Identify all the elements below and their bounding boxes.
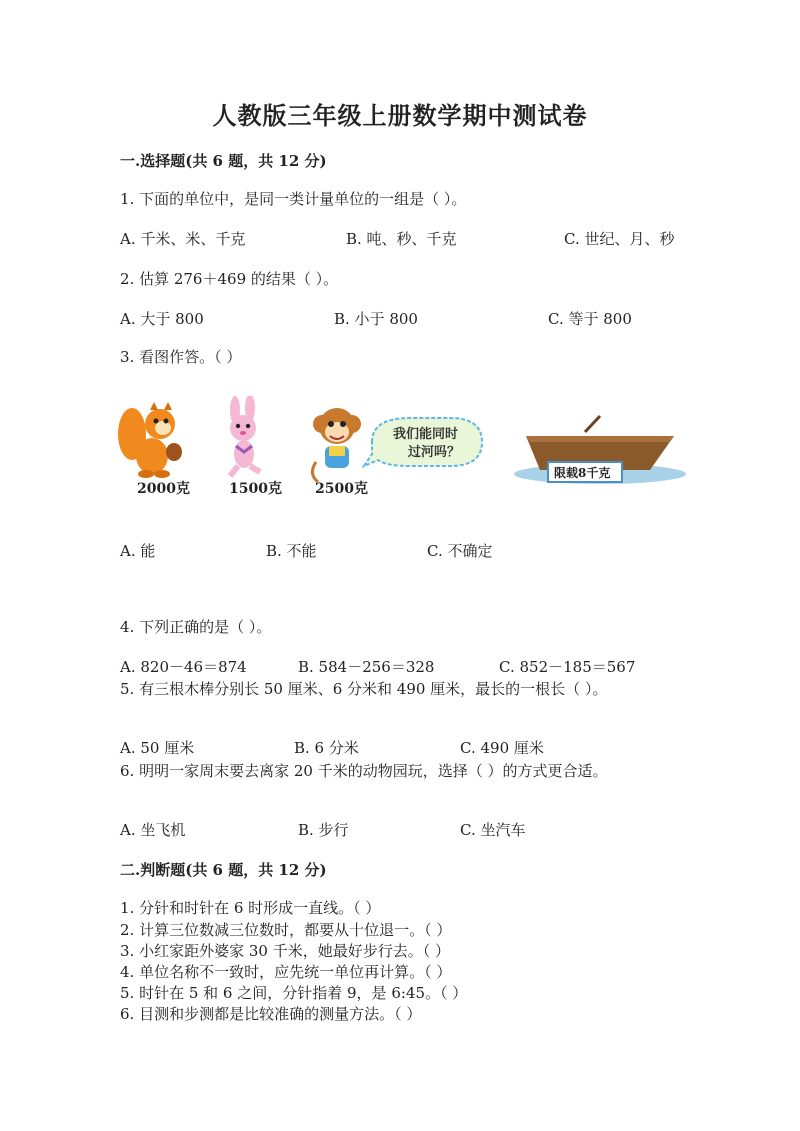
boat-load-sign: 限载8千克 xyxy=(554,466,611,480)
question-1-stem: 1. 下面的单位中，是同一类计量单位的一组是（ ）。 xyxy=(120,190,467,208)
speech-bubble xyxy=(364,418,482,466)
monkey-image xyxy=(312,408,361,482)
question-2-option-c: C. 等于 800 xyxy=(548,310,632,328)
question-6-option-a: A. 坐飞机 xyxy=(120,821,186,839)
question-2-option-a: A. 大于 800 xyxy=(120,310,204,328)
question-3-option-c: C. 不确定 xyxy=(427,542,493,560)
question-4-stem: 4. 下列正确的是（ ）。 xyxy=(120,618,272,636)
judgement-item-1: 1. 分针和时针在 6 时形成一直线。（ ） xyxy=(120,899,381,917)
question-2-option-b: B. 小于 800 xyxy=(334,310,418,328)
question-6-stem: 6. 明明一家周末要去离家 20 千米的动物园玩，选择（ ）的方式更合适。 xyxy=(120,762,608,780)
question-5-option-b: B. 6 分米 xyxy=(294,739,359,757)
squirrel-weight: 2000克 xyxy=(137,481,190,497)
judgement-item-6: 6. 目测和步测都是比较准确的测量方法。（ ） xyxy=(120,1005,422,1023)
judgement-item-3: 3. 小红家距外婆家 30 千米，她最好步行去。（ ） xyxy=(120,942,450,960)
question-4-option-b: B. 584－256＝328 xyxy=(298,658,435,676)
question-6-option-c: C. 坐汽车 xyxy=(460,821,526,839)
rabbit-weight: 1500克 xyxy=(229,481,282,497)
question-5-option-c: C. 490 厘米 xyxy=(460,739,544,757)
section-heading-judgement: 二.判断题(共 6 题，共 12 分) xyxy=(120,861,327,879)
question-5-option-a: A. 50 厘米 xyxy=(120,739,195,757)
question-1-option-b: B. 吨、秒、千克 xyxy=(346,230,457,248)
page-title: 人教版三年级上册数学期中测试卷 xyxy=(212,101,588,130)
squirrel-image xyxy=(118,402,182,478)
judgement-item-2: 2. 计算三位数减三位数时，都要从十位退一。（ ） xyxy=(120,921,452,939)
question-6-option-b: B. 步行 xyxy=(298,821,349,839)
judgement-item-4: 4. 单位名称不一致时，应先统一单位再计算。（ ） xyxy=(120,963,452,981)
question-5-stem: 5. 有三根木棒分别长 50 厘米、6 分米和 490 厘米，最长的一根长（ ）。 xyxy=(120,680,608,698)
judgement-item-5: 5. 时针在 5 和 6 之间，分针指着 9，是 6:45。（ ） xyxy=(120,984,468,1002)
boat-image xyxy=(514,416,686,484)
question-1-option-a: A. 千米、米、千克 xyxy=(120,230,246,248)
question-3-option-b: B. 不能 xyxy=(266,542,317,560)
question-4-option-c: C. 852－185＝567 xyxy=(499,658,636,676)
question-3-stem: 3. 看图作答。（ ） xyxy=(120,348,242,366)
rabbit-image xyxy=(230,396,260,476)
monkey-weight: 2500克 xyxy=(315,481,368,497)
bubble-line-2: 过河吗？ xyxy=(408,445,461,460)
question-2-stem: 2. 估算 276＋469 的结果（ ）。 xyxy=(120,270,339,288)
question-4-option-a: A. 820－46＝874 xyxy=(120,658,247,676)
question-3-option-a: A. 能 xyxy=(120,542,156,560)
question-3-figure xyxy=(110,396,690,506)
bubble-line-1: 我们能同时 xyxy=(393,427,459,442)
question-1-option-c: C. 世纪、月、秒 xyxy=(564,230,675,248)
section-heading-choice: 一.选择题(共 6 题，共 12 分) xyxy=(120,152,327,170)
